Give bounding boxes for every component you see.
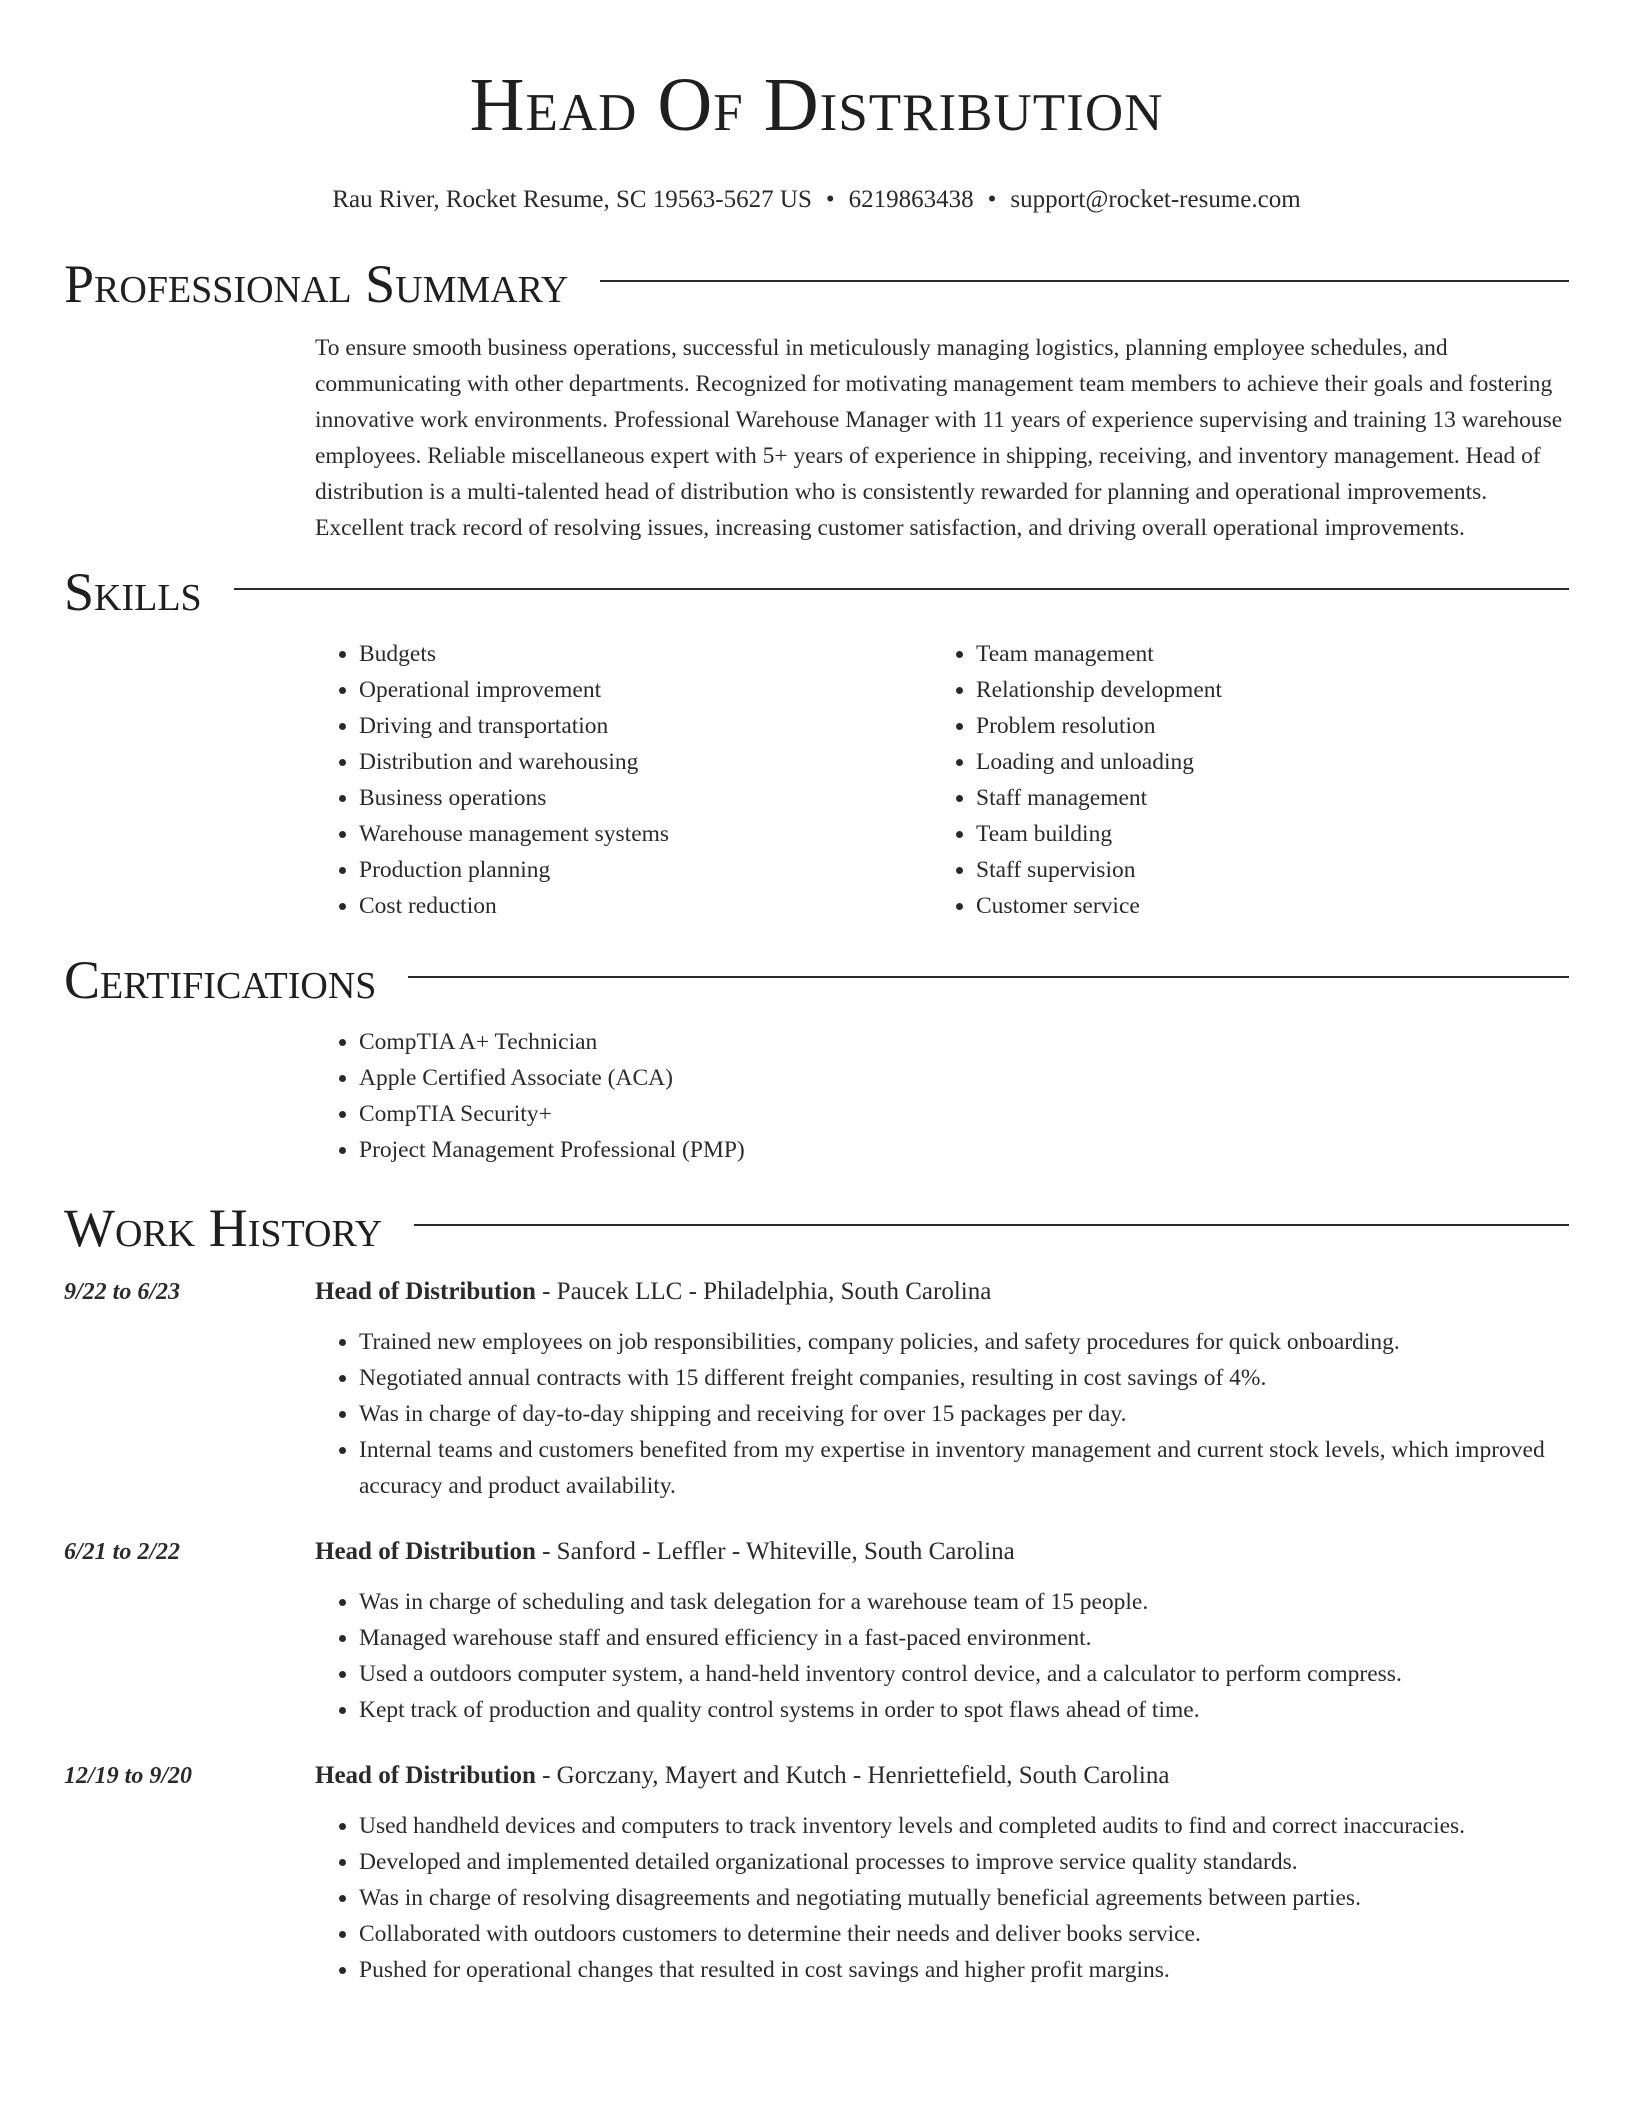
skills-list-left: [315, 636, 932, 924]
skills-title: Skills: [64, 562, 202, 622]
job-bullet-list: [315, 1324, 1569, 1504]
section-divider: [408, 976, 1569, 978]
job-bullet: • Was in charge of scheduling and task delegation for a warehouse team of 15 people.: [359, 1584, 1569, 1620]
job-employer-location: - Gorczany, Mayert and Kutch - Henriettefield, South Carolina: [535, 1762, 1170, 1789]
job-employer-location: - Sanford - Leffler - Whiteville, South Carolina: [535, 1538, 1015, 1565]
job-bullet: • Managed warehouse staff and ensured efficiency in a fast-paced environment.: [359, 1620, 1569, 1656]
job-title: Head of Distribution: [315, 1278, 536, 1305]
skills-section: [64, 556, 1569, 924]
skills-list-right: [932, 636, 1549, 924]
skill-item: • Business operations: [359, 780, 932, 816]
summary-text: To ensure smooth business operations, successful in meticulously managing logistics, planning employee schedules, and communicating with other departments. Recognized for motivating management team members to achieve their goals and fostering innovative work environments. Professional Warehouse Manager with 11 years of experience supervising and training 13 warehouse employees. Reliable miscellaneous expert with 5+ years of experience in shipping, receiving, and inventory management. Head of distribution is a multi-talented head of distribution who is consistently rewarded for planning and operational improvements. Excellent track record of resolving issues, increasing customer satisfaction, and driving overall operational improvements.: [315, 335, 1563, 541]
job-bullets-wrap: [315, 1808, 1569, 1988]
job-heading: [64, 1758, 1569, 1794]
skill-item: • Team building: [976, 816, 1549, 852]
certification-item: • CompTIA A+ Technician: [359, 1024, 1569, 1060]
job-entry: [64, 1274, 1569, 1504]
job-bullet: • Was in charge of day-to-day shipping and receiving for over 15 packages per day.: [359, 1396, 1569, 1432]
certifications-header: [64, 944, 1569, 1016]
job-bullet: • Pushed for operational changes that resulted in cost savings and higher profit margins.: [359, 1952, 1569, 1988]
skill-item: • Customer service: [976, 888, 1549, 924]
work-history-title: Work History: [64, 1198, 383, 1258]
contact-separator: •: [825, 186, 835, 213]
certification-item: • Apple Certified Associate (ACA): [359, 1060, 1569, 1096]
job-dates: 9/22 to 6/23: [64, 1279, 181, 1305]
contact-line: [64, 184, 1569, 216]
work-history-header: [64, 1192, 1569, 1264]
contact-address: Rau River, Rocket Resume, SC 19563-5627 US: [332, 186, 812, 213]
job-heading: [64, 1274, 1569, 1310]
job-bullet: • Trained new employees on job responsibilities, company policies, and safety procedures for quick onboarding.: [359, 1324, 1569, 1360]
certifications-title: Certifications: [64, 950, 377, 1010]
job-heading-text: [315, 1274, 991, 1310]
skill-item: • Driving and transportation: [359, 708, 932, 744]
work-history-section: [64, 1192, 1569, 1988]
job-entry: [64, 1534, 1569, 1728]
job-title: Head of Distribution: [315, 1538, 536, 1565]
certifications-list-wrap: [315, 1024, 1569, 1168]
certification-item: • Project Management Professional (PMP): [359, 1132, 1569, 1168]
job-heading: [64, 1534, 1569, 1570]
job-bullet: • Used a outdoors computer system, a hand-held inventory control device, and a calculator to perform compress.: [359, 1656, 1569, 1692]
skill-item: • Distribution and warehousing: [359, 744, 932, 780]
skill-item: • Cost reduction: [359, 888, 932, 924]
summary-header: [64, 248, 1569, 320]
job-employer-location: - Paucek LLC - Philadelphia, South Carolina: [535, 1278, 992, 1305]
job-bullet: • Internal teams and customers benefited from my expertise in inventory management and current stock levels, which improved accuracy and product availability.: [359, 1432, 1569, 1504]
job-bullet-list: [315, 1584, 1569, 1728]
job-bullet: • Used handheld devices and computers to track inventory levels and completed audits to find and correct inaccuracies.: [359, 1808, 1569, 1844]
skill-item: • Warehouse management systems: [359, 816, 932, 852]
skill-item: • Loading and unloading: [976, 744, 1549, 780]
job-bullet: • Collaborated with outdoors customers to determine their needs and deliver books service.: [359, 1916, 1569, 1952]
contact-separator: •: [987, 186, 997, 213]
skill-item: • Production planning: [359, 852, 932, 888]
job-dates: 12/19 to 9/20: [64, 1763, 193, 1789]
skill-item: • Staff management: [976, 780, 1549, 816]
section-divider: [234, 588, 1569, 590]
job-entry: [64, 1758, 1569, 1988]
skill-item: • Relationship development: [976, 672, 1549, 708]
skills-column-right: [932, 636, 1549, 924]
certifications-list: [315, 1024, 1569, 1168]
job-bullets-wrap: [315, 1324, 1569, 1504]
job-bullet: • Developed and implemented detailed organizational processes to improve service quality standards.: [359, 1844, 1569, 1880]
resume-name: Head Of Distribution: [469, 63, 1164, 147]
skill-item: • Staff supervision: [976, 852, 1549, 888]
contact-email: support@rocket-resume.com: [1010, 186, 1301, 213]
skills-grid: [315, 636, 1569, 924]
job-bullet: • Negotiated annual contracts with 15 different freight companies, resulting in cost savings of 4%.: [359, 1360, 1569, 1396]
section-divider: [414, 1224, 1569, 1226]
summary-title: Professional Summary: [64, 254, 569, 314]
job-heading-text: [315, 1758, 1169, 1794]
job-bullet: • Kept track of production and quality control systems in order to spot flaws ahead of time.: [359, 1692, 1569, 1728]
skills-column-left: [315, 636, 932, 924]
job-bullet-list: [315, 1808, 1569, 1988]
skill-item: • Problem resolution: [976, 708, 1549, 744]
job-dates: 6/21 to 2/22: [64, 1539, 181, 1565]
job-bullets-wrap: [315, 1584, 1569, 1728]
summary-section: [64, 248, 1569, 546]
job-bullet: • Was in charge of resolving disagreements and negotiating mutually beneficial agreements between parties.: [359, 1880, 1569, 1916]
job-heading-text: [315, 1534, 1015, 1570]
contact-phone: 6219863438: [848, 186, 974, 213]
skill-item: • Operational improvement: [359, 672, 932, 708]
skill-item: • Budgets: [359, 636, 932, 672]
section-divider: [600, 280, 1569, 282]
certifications-section: [64, 944, 1569, 1168]
skills-header: [64, 556, 1569, 628]
job-title: Head of Distribution: [315, 1762, 536, 1789]
skill-item: • Team management: [976, 636, 1549, 672]
certification-item: • CompTIA Security+: [359, 1096, 1569, 1132]
